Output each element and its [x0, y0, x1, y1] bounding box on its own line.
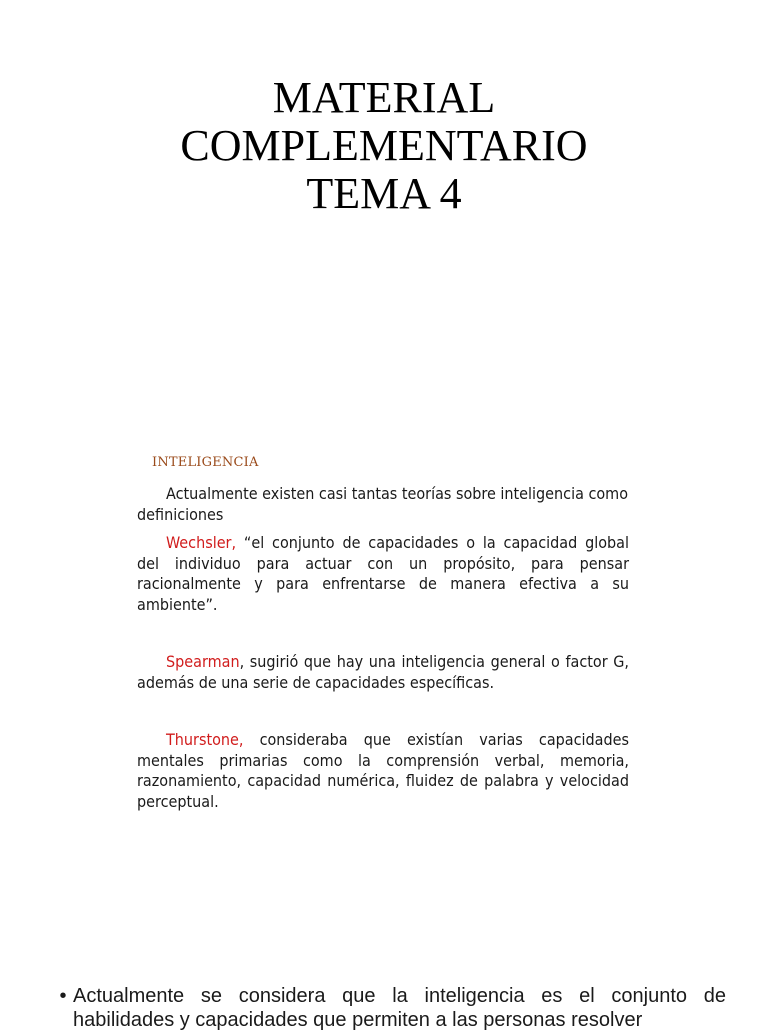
spearman-paragraph [137, 652, 629, 693]
title-line-2: COMPLEMENTARIO [180, 121, 588, 170]
author-wechsler: Wechsler, [166, 533, 237, 552]
thurstone-paragraph [137, 730, 629, 812]
author-thurstone: Thurstone, [166, 730, 244, 749]
intro-paragraph: Actualmente existen casi tantas teorías sobre inteligencia como definiciones [137, 484, 628, 524]
content-body [137, 484, 629, 812]
wechsler-paragraph [137, 533, 629, 615]
page-title [0, 74, 768, 218]
bullet-marker: • [59, 985, 67, 1007]
thurstone-text: consideraba que existían varias capacidades mentales primarias como la comprensión verbal, memoria, razonamiento, capacidad numérica, fluidez de palabra y velocidad perceptual. [137, 730, 629, 811]
section-heading: INTELIGENCIA [152, 455, 259, 470]
author-spearman: Spearman [166, 652, 240, 671]
wechsler-text: “el conjunto de capacidades o la capacidad global del individuo para actuar con un propósito, para pensar racionalmente y para enfrentarse de manera efectiva a su ambiente”. [137, 533, 629, 614]
title-line-1: MATERIAL [272, 73, 496, 122]
spearman-text: , sugirió que hay una inteligencia general o factor G, además de una serie de capacidades específicas. [137, 652, 629, 692]
title-line-3: TEMA 4 [306, 169, 462, 218]
bullet-item [57, 984, 726, 1032]
bullet-text: Actualmente se considera que la inteligencia es el conjunto de habilidades y capacidades que permiten a las personas resolver [73, 985, 726, 1031]
